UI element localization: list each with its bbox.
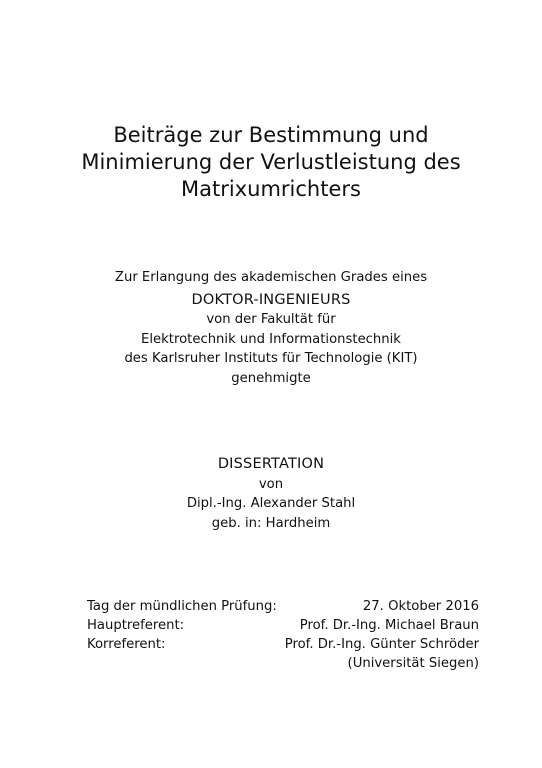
faculty-line-2: Elektrotechnik und Informationstechnik: [141, 331, 401, 347]
co-referee-row: [87, 635, 479, 654]
faculty-line-1: von der Fakultät für: [206, 312, 336, 327]
author-name: Dipl.-Ing. Alexander Stahl: [186, 496, 356, 511]
dissertation-block: [0, 455, 542, 533]
co-referee-label: Korreferent:: [87, 637, 166, 652]
exam-date-value: 27. Oktober 2016: [362, 599, 479, 614]
exam-date-row: [87, 597, 479, 616]
title-line-3: Matrixumrichters: [181, 177, 361, 201]
co-referee-value: Prof. Dr.-Ing. Günter Schröder: [284, 637, 479, 652]
by-text: von: [258, 476, 284, 492]
approved-text: genehmigte: [231, 370, 311, 386]
title-line-1: Beiträge zur Bestimmung und: [113, 123, 429, 147]
dissertation-label: DISSERTATION: [217, 456, 325, 472]
examination-info: [87, 597, 479, 673]
faculty-line-3: des Karlsruher Instituts für Technologie (KIT): [124, 351, 418, 366]
main-referee-row: [87, 616, 479, 635]
degree-intro: Zur Erlangung des akademischen Grades eines: [114, 270, 428, 285]
exam-date-label: Tag der mündlichen Prüfung:: [87, 599, 277, 614]
co-referee-affiliation: (Universität Siegen): [347, 656, 479, 671]
dissertation-title: [0, 122, 542, 203]
main-referee-label: Hauptreferent:: [87, 618, 185, 633]
title-line-2: Minimierung der Verlustleistung des: [81, 150, 461, 174]
co-referee-affiliation-row: [87, 654, 479, 673]
degree-name: DOKTOR-INGENIEURS: [191, 291, 351, 308]
main-referee-value: Prof. Dr.-Ing. Michael Braun: [299, 618, 479, 633]
degree-block: [0, 268, 542, 388]
birthplace: geb. in: Hardheim: [211, 515, 331, 531]
